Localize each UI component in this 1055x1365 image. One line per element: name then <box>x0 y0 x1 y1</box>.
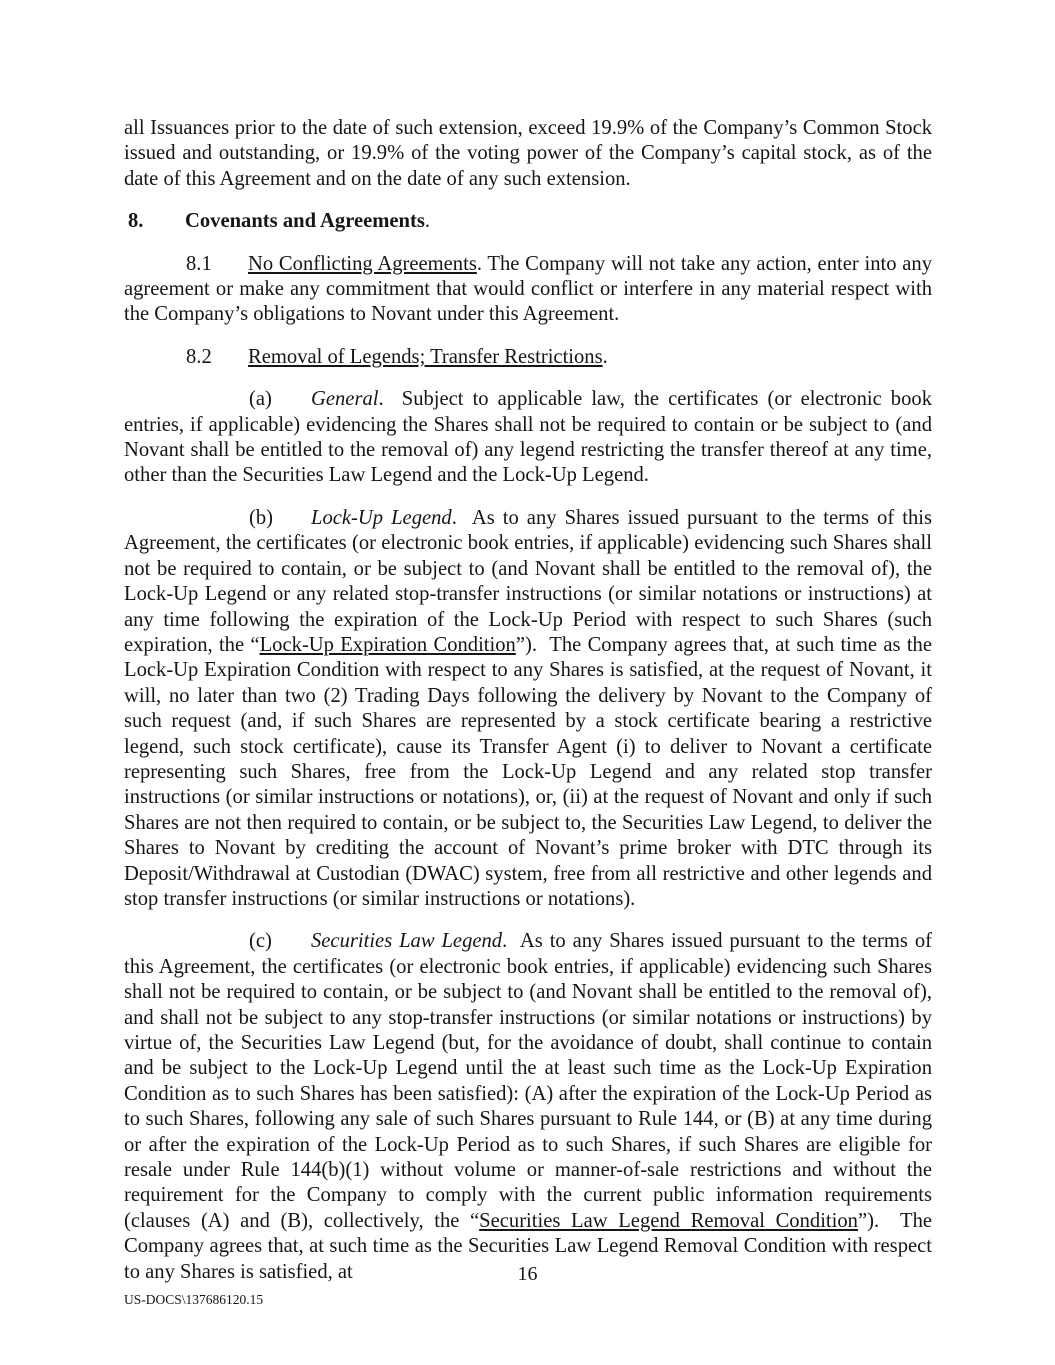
text-run-italic: Securities Law Legend <box>311 930 503 953</box>
clause-b <box>124 506 932 913</box>
paragraph-label: 8.1 <box>186 252 212 275</box>
section-8-2 <box>124 345 932 370</box>
text-run: . Subject to applicable law, the certificates (or electronic book entries, if applicable) evidencing the Shares shall not be required to contain or be subject to (and Novant shall be entitled to the removal of) any legend restricting the transfer thereof at any time, other than the Securities Law Legend and the Lock-Up Legend. <box>124 388 932 487</box>
text-run-italic: Lock-Up Legend <box>311 506 452 529</box>
text-run: . The Company will not take any action, enter into any agreement or make any commitment that would conflict or interfere in any material respect with the Company’s obligations to Novant under this Agreement. <box>124 252 932 326</box>
text-run: . <box>602 345 608 368</box>
document-body <box>124 116 932 1302</box>
text-run: all Issuances prior to the date of such extension, exceed 19.9% of the Company’s Common Stock issued and outstanding, or 19.9% of the voting power of the Company’s capital stock, as of the date of this Agreement and on the date of any such extension. <box>124 117 932 190</box>
clause-c <box>124 929 932 1285</box>
clause-a <box>124 387 932 489</box>
text-run-underline: Lock-Up Expiration Condition <box>259 633 516 656</box>
text-run: . As to any Shares issued pursuant to the terms of this Agreement, the certificates (or electronic book entries, if applicable) evidencing such Shares shall not be required to contain, or be subject to (and Novant shall be entitled to the removal of), and shall not be subject to any stop-transfer instructions (or similar notations or instructions) by virtue of, the Securities Law Legend (but, for the avoidance of doubt, shall continue to contain and be subject to the Lock-Up Legend until the at least such time as the Lock-Up Expiration Condition as to such Shares has been satisfied): (A) after the expiration of the Lock-Up Period as to such Shares, following any sale of such Shares pursuant to Rule 144, or (B) at any time during or after the expiration of the Lock-Up Period as to such Shares, if such Shares are eligible for resale under Rule 144(b)(1) without volume or manner-of-sale restrictions and without the requirement for the Company to comply with the current public information requirements (clauses (A) and (B), collectively, the “ <box>124 930 932 1232</box>
document-id: US-DOCS\137686120.15 <box>124 1292 264 1307</box>
section-8-1 <box>124 252 932 328</box>
paragraph-label: 8.2 <box>186 345 212 368</box>
text-run-bold: Covenants and Agreements <box>185 210 425 233</box>
text-run-underline: No Conflicting Agreements <box>248 252 477 275</box>
text-run: ”). The Company agrees that, at such time as the Lock-Up Expiration Condition with respect to any Shares is satisfied, at the request of Novant, it will, no later than two (2) Trading Days following the delivery by Novant to the Company of such request (and, if such Shares are represented by a stock certificate bearing a restrictive legend, such stock certificate), cause its Transfer Agent (i) to deliver to Novant a certificate representing such Shares, free from the Lock-Up Legend and any related stop transfer instructions (or similar instructions or notations), or, (ii) at the request of Novant and only if such Shares are not then required to contain, or be subject to, the Securities Law Legend, to deliver the Shares to Novant by crediting the account of Novant’s prime broker with DTC through its Deposit/Withdrawal at Custodian (DWAC) system, free from all restrictive and other legends and stop transfer instructions (or similar instructions or notations). <box>124 633 932 910</box>
text-run: . <box>424 210 431 233</box>
text-run: ”). The Company agrees that, at such time as the Securities Law Legend Removal Condition with respect to any Shares is satisfied, at <box>124 1209 933 1283</box>
paragraph-continuation <box>124 116 932 192</box>
text-run-italic: General <box>311 388 379 411</box>
page-number: 16 <box>517 1263 538 1285</box>
text-run: . As to any Shares issued pursuant to the terms of this Agreement, the certificates (or electronic book entries, if applicable) evidencing such Shares shall not be required to contain, or be subject to (and Novant shall be entitled to the removal of), the Lock-Up Legend or any related stop-transfer instructions (or similar notations or instructions) at any time following the expiration of the Lock-Up Period with respect to such Shares (such expiration, the “ <box>124 506 932 656</box>
section-heading-8 <box>124 209 932 234</box>
paragraph-label: (b) <box>249 506 274 529</box>
text-run-underline: Removal of Legends; Transfer Restrictions <box>248 345 603 368</box>
paragraph-label: (a) <box>249 388 272 411</box>
paragraph-label: 8. <box>128 210 144 233</box>
paragraph-label: (c) <box>249 930 272 953</box>
text-run-underline: Securities Law Legend Removal Condition <box>479 1209 858 1232</box>
